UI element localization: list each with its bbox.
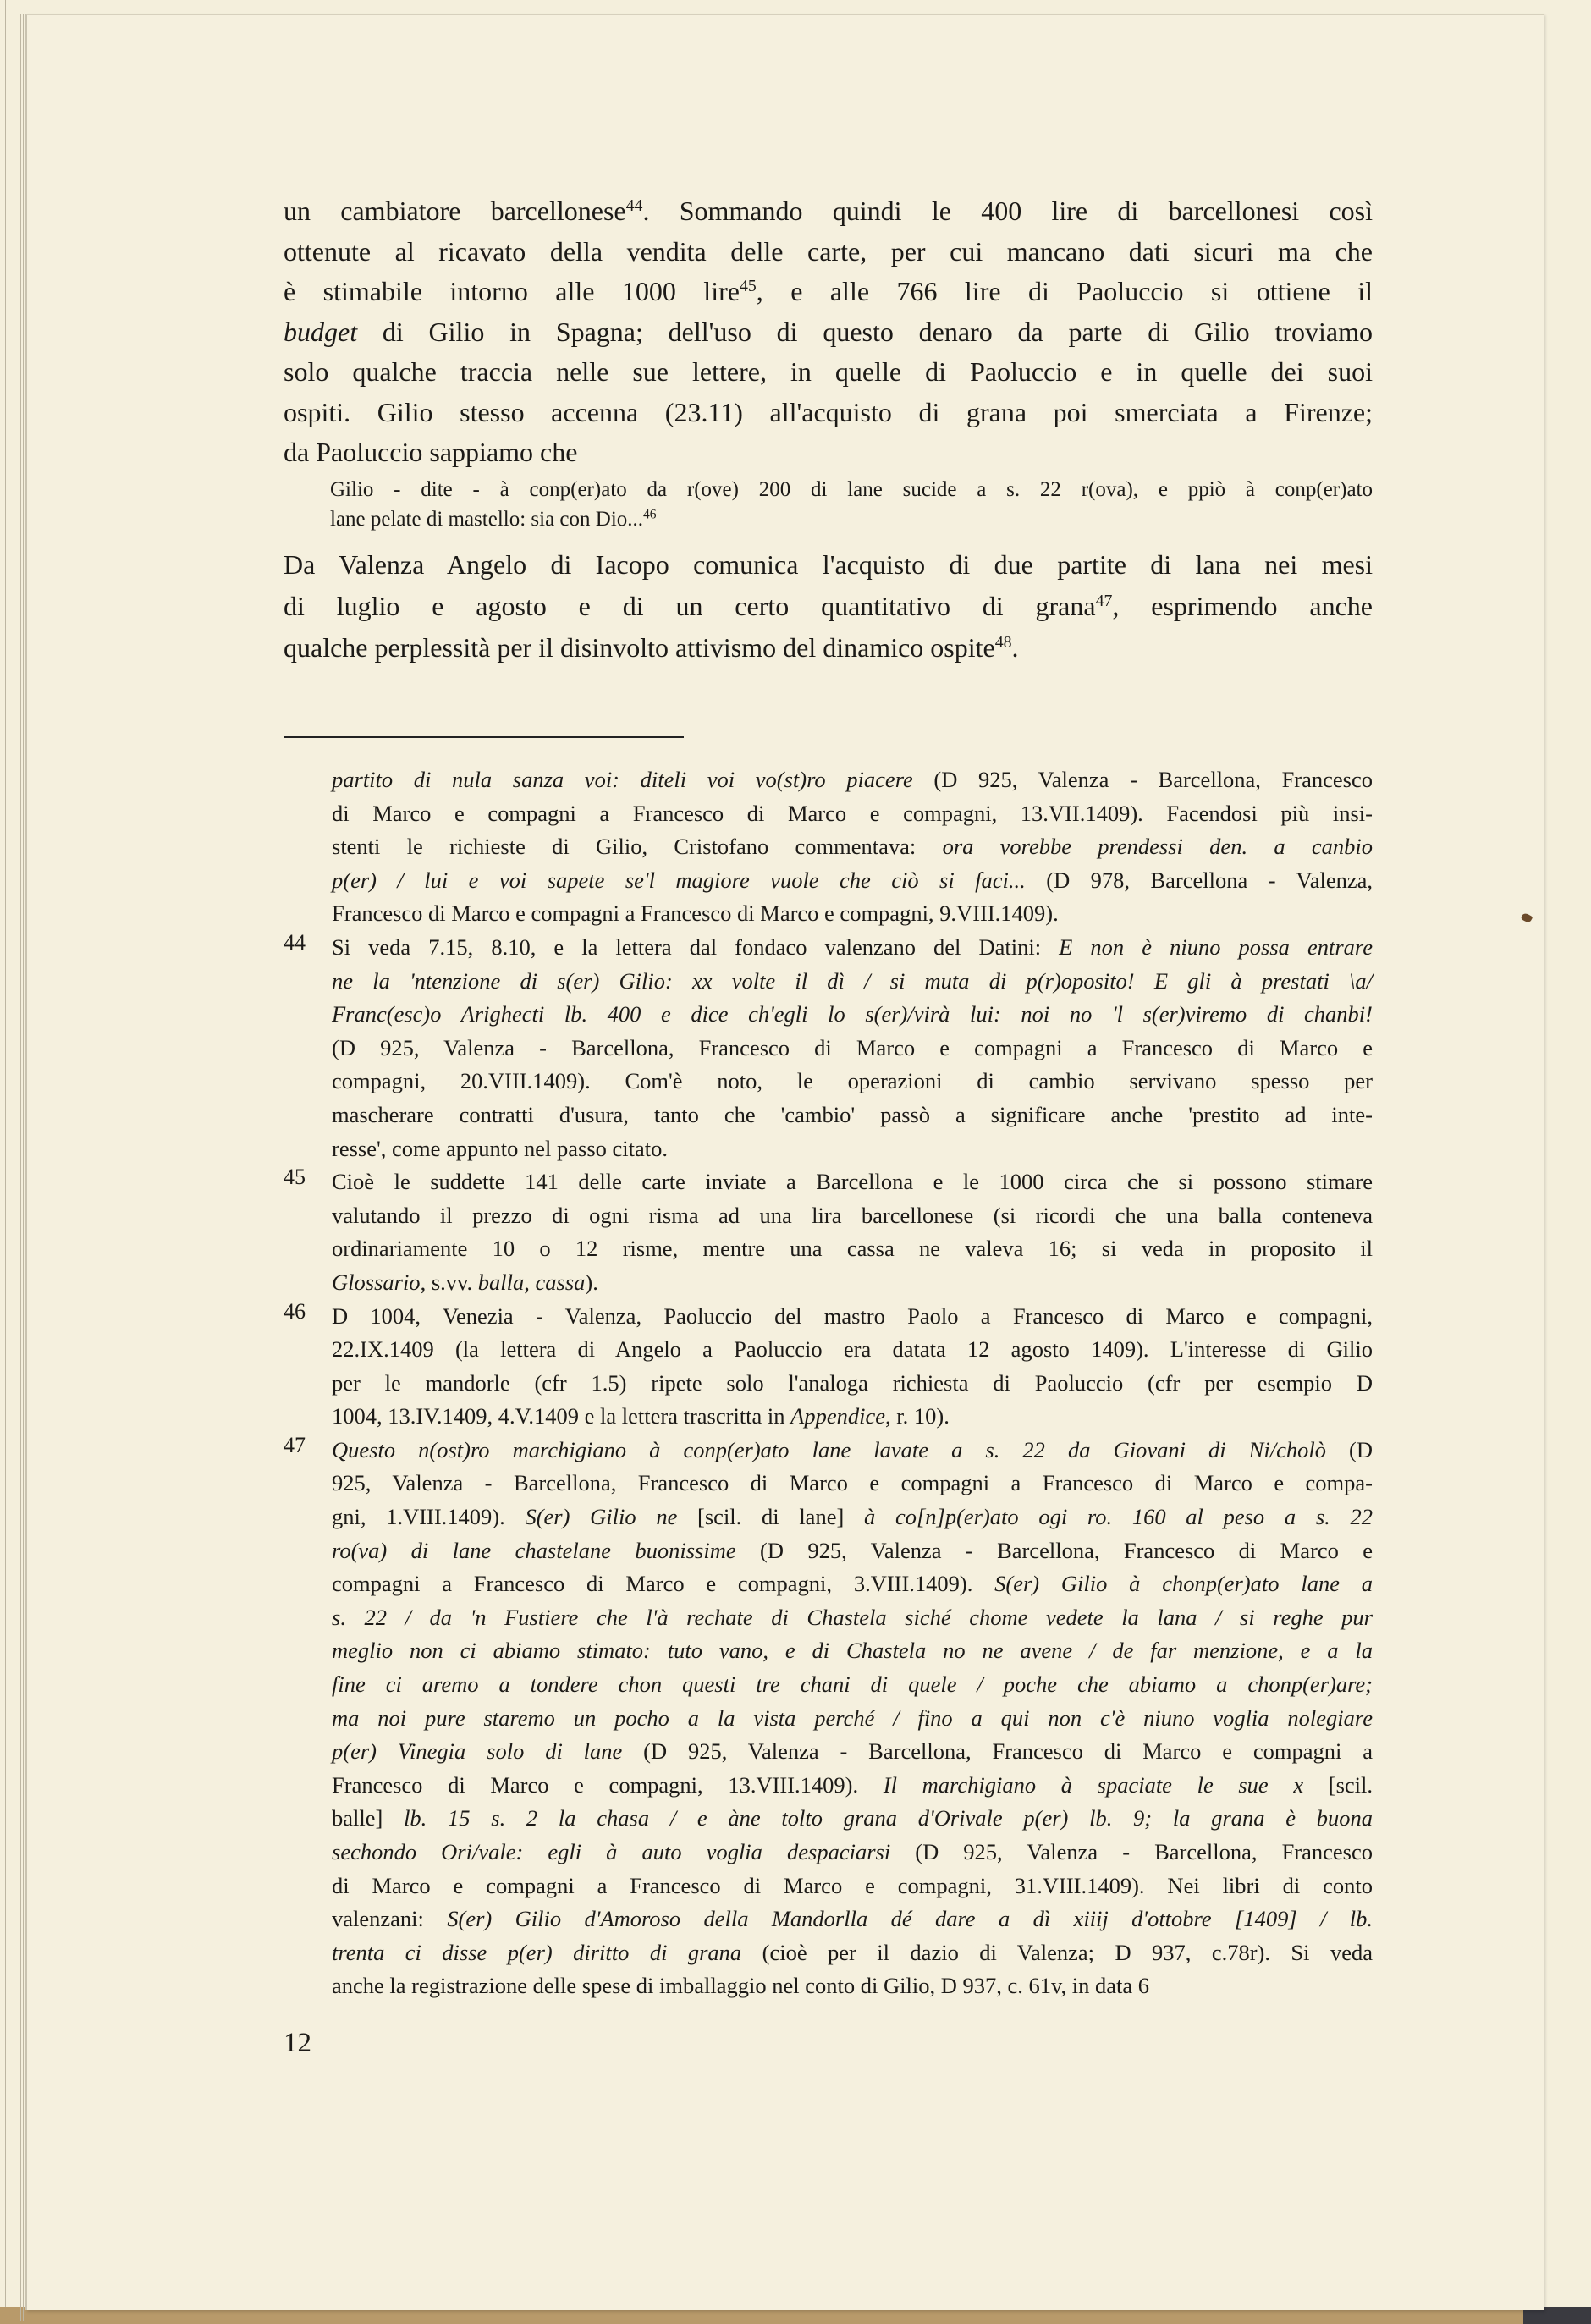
text-line	[332, 1735, 1373, 1769]
italic-text: cassa	[535, 1269, 586, 1295]
text-run: di Marco e compagni a Francesco di Marco e compagni, 13.VII.1409). Facendosi più insi-	[332, 800, 1373, 826]
text-run: (D 925, Valenza - Barcellona, Francesco di Marco e compagni a Francesco di Marco e	[332, 1034, 1373, 1060]
text-line	[284, 312, 1373, 353]
text-run: lane pelate di mastello: sia con Dio...	[330, 508, 644, 531]
text-line	[332, 1467, 1373, 1501]
text-run: di Gilio in Spagna; dell'uso di questo denaro da parte di Gilio troviamo	[357, 316, 1373, 347]
text-line	[284, 352, 1373, 393]
text-line	[284, 432, 1373, 473]
page-number: 12	[284, 2028, 311, 2058]
footnote-number: 46	[284, 1298, 306, 1324]
main-paragraph-2	[284, 544, 1373, 669]
text-line	[332, 1702, 1373, 1736]
footnote-text	[332, 1434, 1373, 2003]
italic-text: budget	[284, 316, 358, 347]
text-run: compagni, 20.VIII.1409). Com'è noto, le operazioni di cambio servivano spesso per	[332, 1068, 1373, 1094]
footnote-number: 44	[284, 929, 306, 955]
text-run: 1004, 13.IV.1409, 4.V.1409 e la lettera trascritta in	[332, 1403, 791, 1429]
italic-text: p(er) Vinegia solo di lane	[332, 1738, 623, 1765]
footnote-reference: 47	[1095, 592, 1113, 611]
text-run: , e alle 766 lire di Paoluccio si ottiene il	[756, 276, 1374, 306]
italic-text: Glossario	[332, 1269, 421, 1295]
text-line	[332, 1534, 1373, 1568]
text-line	[332, 1434, 1373, 1468]
text-line	[332, 965, 1373, 999]
italic-text: partito di nula sanza voi: diteli voi vo(st)ro piacere	[332, 767, 913, 792]
text-line	[332, 1936, 1373, 1970]
footnote-reference: 45	[739, 277, 757, 296]
text-line	[332, 1903, 1373, 1936]
text-run: qualche perplessità per il disinvolto attivismo del dinamico ospite	[284, 632, 995, 663]
page-edge-line	[23, 14, 24, 2321]
italic-text: Appendice	[790, 1403, 886, 1429]
italic-text: fine ci aremo a tondere chon questi tre chani di quele / poche che abiamo a chonp(er)are;	[332, 1671, 1373, 1698]
text-run: Francesco di Marco e compagni a Francesco di Marco e compagni, 9.VIII.1409).	[332, 900, 1059, 927]
text-run: resse', come appunto nel passo citato.	[332, 1135, 669, 1161]
text-line	[330, 504, 1373, 534]
footnote	[284, 1165, 1373, 1299]
text-line	[332, 1501, 1373, 1534]
text-run: da Paoluccio sappiamo che	[284, 437, 578, 467]
text-line	[332, 1367, 1373, 1401]
italic-text: sechondo Ori/vale: egli à auto voglia despaciarsi	[332, 1839, 891, 1864]
text-line	[332, 931, 1373, 965]
text-line	[332, 1634, 1373, 1668]
text-run: anche la registrazione delle spese di imballaggio nel conto di Gilio, D 937, c. 61v, in data 6	[332, 1973, 1149, 1999]
footnote	[284, 1434, 1373, 2003]
text-line	[284, 232, 1373, 273]
text-run: solo qualche traccia nelle sue lettere, in quelle di Paoluccio e in quelle dei suoi	[284, 356, 1373, 387]
footnote	[284, 763, 1373, 931]
footnote-reference: 46	[643, 507, 657, 522]
italic-text: ma noi pure staremo un pocho a la vista perché / fino a qui non c'è niuno voglia nolegiare	[332, 1704, 1373, 1731]
footnote-text	[332, 763, 1373, 931]
text-line	[284, 272, 1373, 312]
text-run: [scil.	[1303, 1771, 1374, 1798]
text-line	[332, 897, 1373, 931]
footnote-text	[332, 1165, 1373, 1299]
text-run: D 1004, Venezia - Valenza, Paoluccio del mastro Paolo a Francesco di Marco e compagni,	[332, 1302, 1373, 1329]
italic-text: p(er) / lui e voi sapete se'l magiore vuole che ciò si faci...	[332, 867, 1026, 893]
footnote	[284, 1300, 1373, 1434]
text-run: 22.IX.1409 (la lettera di Angelo a Paoluccio era datata 12 agosto 1409). L'interesse di Gilio	[332, 1336, 1373, 1363]
italic-text: S(er) Gilio ne	[525, 1504, 678, 1530]
text-run: mascherare contratti d'usura, tanto che 'cambio' passò a significare anche 'prestito ad inte-	[332, 1101, 1373, 1127]
text-run: (D 978, Barcellona - Valenza,	[1025, 867, 1373, 893]
italic-text: meglio non ci abiamo stimato: tuto vano, e di Chastela no ne avene / de far menzione, e a la	[332, 1638, 1373, 1664]
italic-text: ro(va) di lane chastelane buonissime	[332, 1537, 736, 1563]
text-line	[332, 1870, 1373, 1903]
footnote-reference: 44	[625, 196, 643, 216]
text-line	[332, 1199, 1373, 1233]
text-run: ottenute al ricavato della vendita delle carte, per cui mancano dati sicuri ma che	[284, 235, 1373, 267]
italic-text: S(er) Gilio à chonp(er)ato lane a	[994, 1571, 1373, 1597]
text-line	[332, 830, 1373, 864]
text-run: (D 925, Valenza - Barcellona, Francesco	[890, 1839, 1373, 1864]
text-line	[332, 1668, 1373, 1702]
text-line	[332, 1300, 1373, 1334]
text-line	[332, 1333, 1373, 1367]
text-line	[332, 1032, 1373, 1066]
italic-text: S(er) Gilio d'Amoroso della Mandorlla dé dare a dì xiiij d'ottobre [1409] / lb.	[447, 1906, 1373, 1932]
italic-text: trenta ci disse p(er) diritto di grana	[332, 1939, 742, 1965]
text-run: un cambiatore barcellonese	[284, 196, 626, 226]
italic-text: Questo n(ost)ro marchigiano à conp(er)ato lane lavate a s. 22 da Giovani di Ni/cholò	[332, 1436, 1326, 1462]
text-run: (D 925, Valenza - Barcellona, Francesco	[912, 767, 1373, 792]
italic-text: E non è niuno possa entrare	[1059, 933, 1373, 960]
text-run: valenzani:	[332, 1906, 448, 1932]
footnote-number: 45	[284, 1165, 306, 1190]
italic-text: ne la 'ntenzione di s(er) Gilio: xx volte il dì / si muta di p(r)oposito! E gli à prestati \a/	[332, 967, 1373, 994]
text-run: di luglio e agosto e di un certo quantitativo di grana	[284, 591, 1096, 621]
text-run: (cioè per il dazio di Valenza; D 937, c.78r). Si veda	[741, 1939, 1373, 1965]
text-line	[332, 1099, 1373, 1132]
text-run: 925, Valenza - Barcellona, Francesco di Marco e compagni a Francesco di Marco e compa-	[332, 1470, 1373, 1496]
text-run: ).	[585, 1269, 598, 1295]
text-line	[284, 544, 1373, 586]
italic-text: lb. 15 s. 2 la chasa / e àne tolto grana d'Orivale p(er) lb. 9; la grana è buona	[404, 1805, 1373, 1831]
text-line	[332, 1400, 1373, 1434]
text-line	[332, 797, 1373, 831]
page-edge-line	[5, 0, 6, 2307]
text-run: stenti le richieste di Gilio, Cristofano commentava:	[332, 834, 943, 860]
text-line	[332, 1232, 1373, 1266]
text-line	[332, 1769, 1373, 1803]
italic-text: balla	[477, 1269, 525, 1295]
main-paragraph-1	[284, 191, 1373, 473]
italic-text: à co[n]p(er)ato ogi ro. 160 al peso a s. 22	[863, 1504, 1373, 1530]
text-line	[284, 586, 1373, 627]
text-line	[332, 1601, 1373, 1635]
text-run: .	[1011, 632, 1019, 663]
text-run: per le mandorle (cfr 1.5) ripete solo l'analoga richiesta di Paoluccio (cfr per esempio D	[332, 1369, 1373, 1396]
text-line	[284, 191, 1373, 232]
text-run: , r. 10).	[885, 1403, 950, 1429]
text-line	[332, 1132, 1373, 1166]
text-run: , esprimendo anche	[1112, 591, 1374, 621]
block-quote	[330, 475, 1373, 534]
text-run: Cioè le suddette 141 delle carte inviate a Barcellona e le 1000 circa che si possono stimare	[332, 1169, 1373, 1195]
text-line	[332, 1969, 1373, 2003]
footnote-text	[332, 1300, 1373, 1434]
text-run: Gilio - dite - à conp(er)ato da r(ove) 200 di lane sucide a s. 22 r(ova), e ppiò à conp(er)ato	[330, 478, 1373, 501]
text-run: (D 925, Valenza - Barcellona, Francesco di Marco e	[735, 1537, 1373, 1563]
text-run: Da Valenza Angelo di Iacopo comunica l'acquisto di due partite di lana nei mesi	[284, 549, 1373, 580]
text-run: (D	[1325, 1436, 1373, 1462]
footnotes	[284, 763, 1373, 2003]
text-line	[332, 1065, 1373, 1099]
text-run: ordinariamente 10 o 12 risme, mentre una cassa ne valeva 16; si veda in proposito il	[332, 1236, 1373, 1262]
footnote-reference: 48	[994, 633, 1012, 653]
text-line	[332, 1165, 1373, 1199]
text-run: ospiti. Gilio stesso accenna (23.11) all'acquisto di grana poi smerciata a Firenze;	[284, 396, 1373, 427]
text-run: balle]	[332, 1805, 405, 1831]
text-run: di Marco e compagni a Francesco di Marco e compagni, 31.VIII.1409). Nei libri di conto	[332, 1872, 1373, 1898]
text-run: [scil. di lane]	[677, 1504, 864, 1530]
text-run: Si veda 7.15, 8.10, e la lettera dal fondaco valenzano del Datini:	[332, 933, 1060, 960]
page-edge-line	[20, 14, 21, 2321]
italic-text: Franc(esc)o Arighecti lb. 400 e dice ch'egli lo s(er)/virà lui: noi no 'l s(er)viremo di chanbi!	[332, 1001, 1373, 1027]
text-run: gni, 1.VIII.1409).	[332, 1504, 526, 1530]
footnote-text	[332, 931, 1373, 1165]
text-line	[332, 864, 1373, 898]
text-run: è stimabile intorno alle 1000 lire	[284, 276, 740, 306]
footnote	[284, 931, 1373, 1165]
text-run: compagni a Francesco di Marco e compagni, 3.VIII.1409).	[332, 1571, 995, 1597]
text-line	[332, 1802, 1373, 1836]
text-run: , s.vv.	[420, 1269, 478, 1295]
footnote-separator	[284, 736, 684, 738]
text-run: Francesco di Marco e compagni, 13.VIII.1409).	[332, 1771, 884, 1798]
text-line	[332, 1567, 1373, 1601]
text-run: ,	[524, 1269, 536, 1295]
italic-text: ora vorebbe prendessi den. a canbio	[942, 834, 1373, 860]
text-line	[332, 998, 1373, 1032]
text-run: valutando il prezzo di ogni risma ad una lira barcellonese (si ricordi che una balla conteneva	[332, 1202, 1373, 1228]
text-line	[332, 1266, 1373, 1300]
italic-text: s. 22 / da 'n Fustiere che l'à rechate di Chastela siché chome vedete la lana / si reghe pur	[332, 1604, 1373, 1630]
text-line	[332, 1836, 1373, 1870]
text-line	[330, 475, 1373, 504]
text-line	[284, 627, 1373, 669]
text-run: (D 925, Valenza - Barcellona, Francesco di Marco e compagni a	[622, 1738, 1373, 1765]
text-line	[284, 393, 1373, 433]
footnote-number: 47	[284, 1432, 306, 1457]
text-line	[332, 763, 1373, 797]
text-run: . Sommando quindi le 400 lire di barcellonesi così	[642, 196, 1374, 226]
italic-text: Il marchigiano à spaciate le sue x	[883, 1771, 1304, 1798]
